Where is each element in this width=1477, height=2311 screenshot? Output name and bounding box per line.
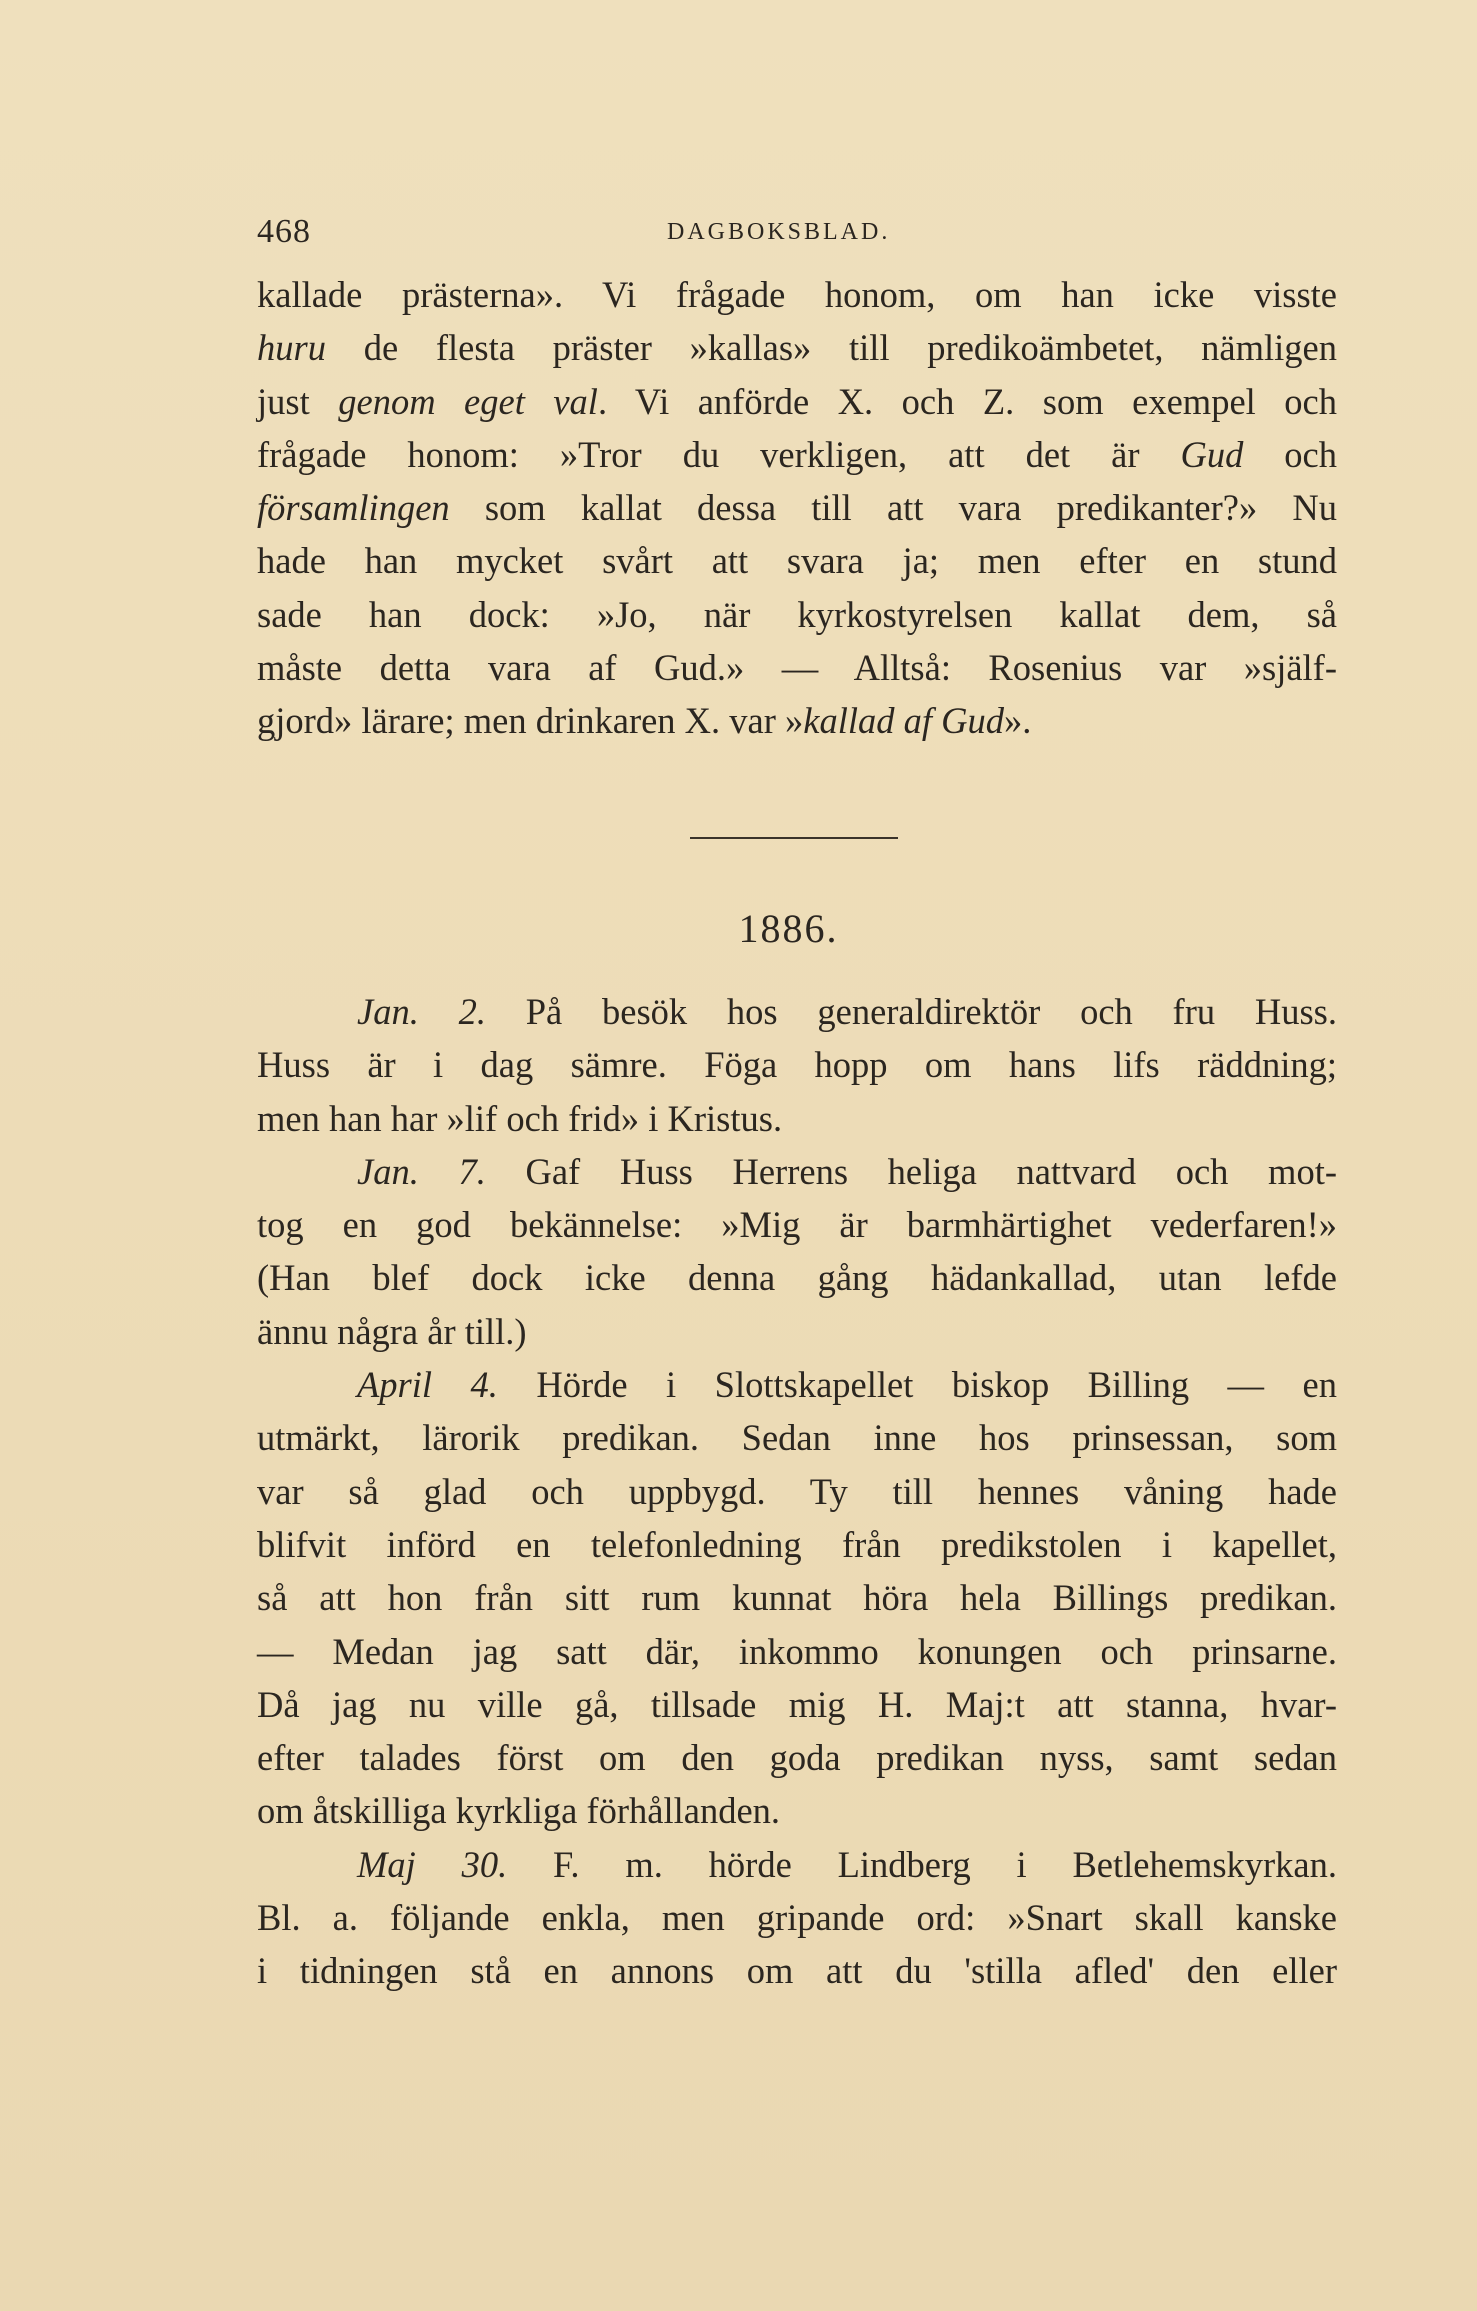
entry-first-line <box>257 1838 1337 1891</box>
entry-line <box>257 1038 1337 1091</box>
entry-text: Bl. a. följande enkla, men gripande ord: »Snart skall kanske <box>257 1897 1337 1939</box>
entry-line <box>257 1571 1337 1624</box>
italic-text: kallad af Gud <box>803 700 1005 742</box>
italic-text: genom eget val <box>338 380 598 422</box>
entry-line <box>257 1092 1337 1145</box>
italic-text: huru <box>257 327 326 369</box>
entry-first-line <box>257 1358 1337 1411</box>
entry-text: Gaf Huss Herrens heliga nattvard och mot- <box>485 1150 1337 1192</box>
entry-text: i tidningen stå en annons om att du 'stilla afled' den eller <box>257 1950 1337 1992</box>
entry-text: tog en god bekännelse: »Mig är barmhärtighet vederfaren!» <box>257 1204 1337 1246</box>
entry-text: utmärkt, lärorik predikan. Sedan inne hos prinsessan, som <box>257 1417 1337 1459</box>
entry-text: (Han blef dock icke denna gång hädankallad, utan lefde <box>257 1257 1337 1299</box>
paragraph-line: hade han mycket svårt att svara ja; men efter en stund <box>257 540 1337 582</box>
entry-line <box>257 1518 1337 1571</box>
entry-line <box>257 1625 1337 1678</box>
entry-line <box>257 1784 1337 1837</box>
page-header <box>257 213 1347 253</box>
entry-line <box>257 1944 1337 1997</box>
entry-line <box>257 1198 1337 1251</box>
entry-text: om åtskilliga kyrkliga förhållanden. <box>257 1790 781 1832</box>
diary-entries <box>257 985 1337 1998</box>
paragraph-line: kallade prästerna». Vi frågade honom, om han icke visste <box>257 274 1337 315</box>
entry-date: Jan. 2. <box>357 991 486 1032</box>
entry-first-line <box>257 985 1337 1038</box>
paragraph-line: måste detta vara af Gud.» — Alltså: Rosenius var »själf- <box>257 647 1337 689</box>
entry-text: så att hon från sitt rum kunnat höra hela Billings predikan. <box>257 1577 1337 1619</box>
entry-text: Då jag nu ville gå, tillsade mig H. Maj:t att stanna, hvar- <box>257 1683 1337 1725</box>
entry-line <box>257 1891 1337 1944</box>
italic-text: Gud <box>1180 433 1244 475</box>
entry-text: ännu några år till.) <box>257 1310 527 1352</box>
paragraph-line: gjord» lärare; men drinkaren X. var »kallad af Gud». <box>257 700 1032 742</box>
paragraph-line: församlingen som kallat dessa till att vara predikanter?» Nu <box>257 487 1337 529</box>
entry-first-line <box>257 1145 1337 1198</box>
entry-text: F. m. hörde Lindberg i Betlehemskyrkan. <box>507 1843 1338 1885</box>
entry-text: — Medan jag satt där, inkommo konungen och prinsarne. <box>257 1630 1337 1672</box>
page-number: 468 <box>257 213 311 250</box>
entry-line <box>257 1731 1337 1784</box>
entry-text: Huss är i dag sämre. Föga hopp om hans lifs räddning; <box>257 1044 1337 1086</box>
entry-line <box>257 1678 1337 1731</box>
section-divider <box>690 837 898 839</box>
entry-text: blifvit införd en telefonledning från predikstolen i kapellet, <box>257 1523 1337 1565</box>
entry-text: På besök hos generaldirektör och fru Huss. <box>485 991 1338 1032</box>
paragraph-line: sade han dock: »Jo, när kyrkostyrelsen kallat dem, så <box>257 593 1337 635</box>
running-head: DAGBOKSBLAD. <box>667 219 891 245</box>
paragraph-line: huru de flesta präster »kallas» till predikoämbetet, nämligen <box>257 327 1337 369</box>
entry-line <box>257 1305 1337 1358</box>
section-year: 1886. <box>738 906 839 951</box>
top-paragraph <box>257 268 1337 748</box>
entry-text: var så glad och uppbygd. Ty till hennes våning hade <box>257 1470 1337 1512</box>
entry-line <box>257 1251 1337 1304</box>
entry-date: Jan. 7. <box>357 1150 486 1192</box>
entry-text: Hörde i Slottskapellet biskop Billing — en <box>497 1364 1337 1406</box>
entry-line <box>257 1465 1337 1518</box>
italic-text: församlingen <box>257 487 450 529</box>
entry-date: April 4. <box>357 1364 498 1406</box>
paragraph-line: just genom eget val. Vi anförde X. och Z. som exempel och <box>257 380 1337 422</box>
entry-text: men han har »lif och frid» i Kristus. <box>257 1097 783 1139</box>
entry-line <box>257 1411 1337 1464</box>
entry-date: Maj 30. <box>357 1843 508 1885</box>
entry-text: efter talades först om den goda predikan nyss, samt sedan <box>257 1737 1337 1779</box>
paragraph-line: frågade honom: »Tror du verkligen, att det är Gud och <box>257 433 1338 475</box>
